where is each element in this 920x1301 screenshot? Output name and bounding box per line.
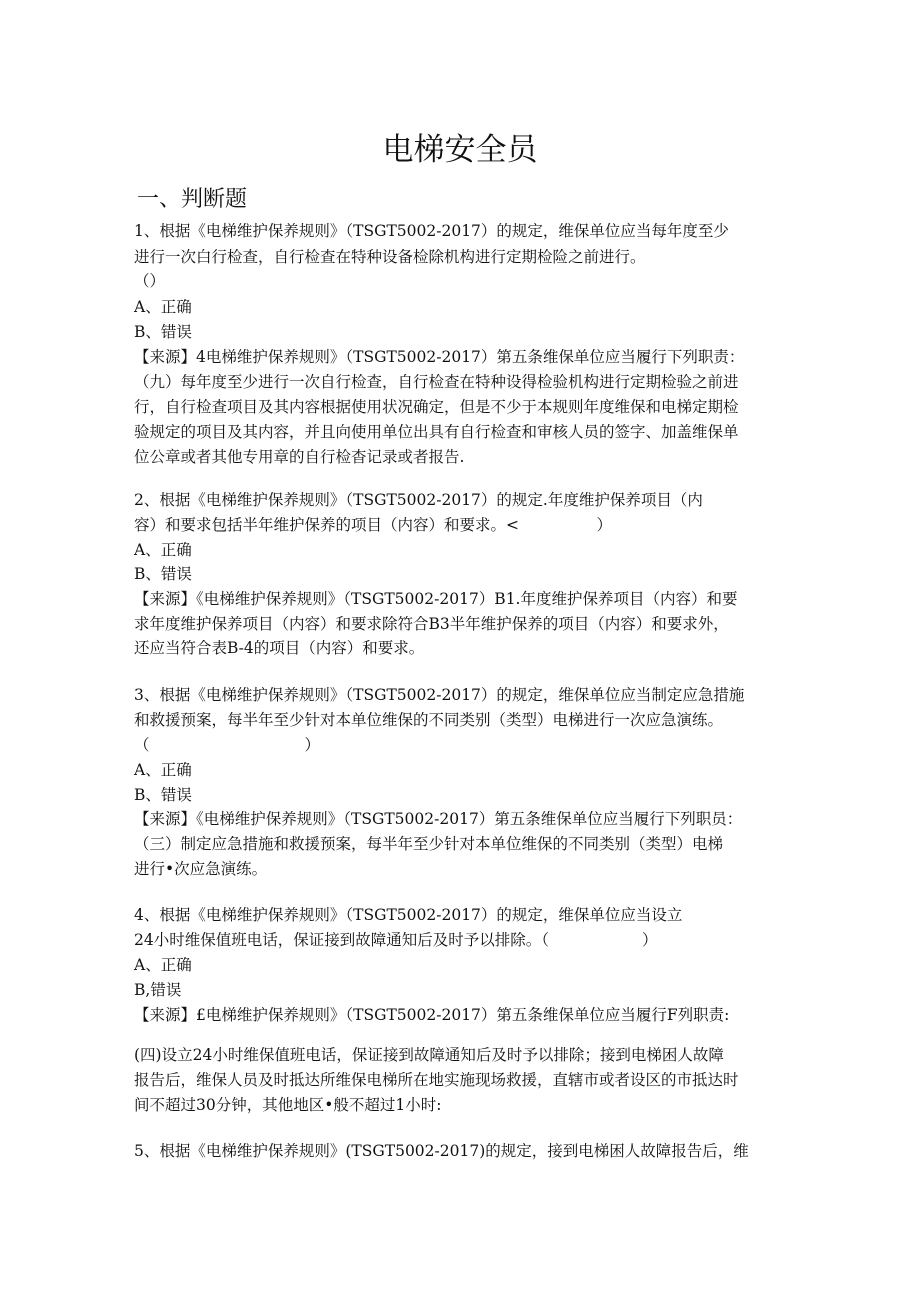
text-line: 2、根据《电梯维护保养规则》（TSGT5002-2017）的规定.年度维护保养项目（内 [134,491,703,509]
text-line: 验规定的项目及其内容，并且向使用单位出具有自行检查和审核人员的签字、加盖维保单 [134,423,739,441]
text-line: 行，自行检查项目及其内容根据使用状况确定，但是不少于本规则年度维保和电梯定期检 [134,398,739,416]
text-line: 3、根据《电梯维护保养规则》（TSGT5002-2017）的规定，维保单位应当制定应急措施 [134,686,745,704]
section-heading: 一、判断题 [137,187,248,212]
text-line: B、错误 [134,323,192,341]
text-line: A、正确 [134,541,192,559]
text-line: 5、根据《电梯维护保养规则》(TSGT5002-2017)的规定，接到电梯困人故障报告后，维 [134,1142,749,1160]
text-line: （ ） [134,736,321,754]
text-line: 容）和要求包括半年维护保养的项目（内容）和要求。< ） [134,516,612,534]
text-line: B,错误 [134,981,182,999]
text-line: （） [134,272,166,290]
text-line: 还应当符合表B-4的项目（内容）和要求。 [134,639,425,657]
text-line: 24小时维保值班电话，保证接到故障通知后及时予以排除。（ ） [134,931,658,949]
text-line: B、错误 [134,786,192,804]
text-line: A、正确 [134,761,192,779]
text-line: 【来源】《电梯维护保养规则》（TSGT5002-2017）第五条维保单位应当履行下列职员： [134,810,743,828]
text-line: 求年度维护保养项目（内容）和要求除符合B3半年维护保养的项目（内容）和要求外， [134,615,729,633]
text-line: 位公章或者其他专用章的自行检杳记录或者报告. [134,448,465,466]
text-line: （三）制定应急措施和救援预案，每半年至少针对本单位维保的不同类别（类型）电梯 [134,835,724,853]
text-line: 【来源】4电梯维护保养规则》（TSGT5002-2017）第五条维保单位应当履行下列职责： [134,348,745,366]
text-line: 【来源】£电梯维护保养规则》（TSGT5002-2017）第五条维保单位应当履行F列职责: [134,1006,730,1024]
text-line: 报告后，维保人员及时抵达所维保电梯所在地实施现场救援，直辖市或者设区的市抵达时 [134,1071,739,1089]
text-line: 和救援预案，每半年至少针对本单位维保的不同类别（类型）电梯进行一次应急演练。 [134,711,724,729]
text-line: 进行一次白行检查，自行检查在特种设备检除机构进行定期检险之前进行。 [134,248,646,266]
text-line: B、错误 [134,565,192,583]
text-line: 进行•次应急演练。 [134,860,268,878]
text-line: 【来源】《电梯维护保养规则》（TSGT5002-2017）B1.年度维护保养项目（内容）和要 [134,590,738,608]
text-line: （九）每年度至少进行一次自行检查，自行检查在特种设得检验机构进行定期检验之前进 [134,373,739,391]
text-line: (四)设立24小时维保值班电话，保证接到故障通知后及时予以排除；接到电梯困人故障 [134,1046,724,1064]
text-line: A、正确 [134,956,192,974]
text-line: 4、根据《电梯维护保养规则》（TSGT5002-2017）的规定，维保单位应当设立 [134,906,683,924]
text-line: 1、根据《电梯维护保养规则》（TSGT5002-2017）的规定，维保单位应当每年度至少 [134,222,729,240]
text-line: A、正确 [134,298,192,316]
document-title: 电梯安全员 [382,132,538,168]
text-line: 间不超过30分钟，其他地区•般不超过1小时: [134,1096,442,1114]
